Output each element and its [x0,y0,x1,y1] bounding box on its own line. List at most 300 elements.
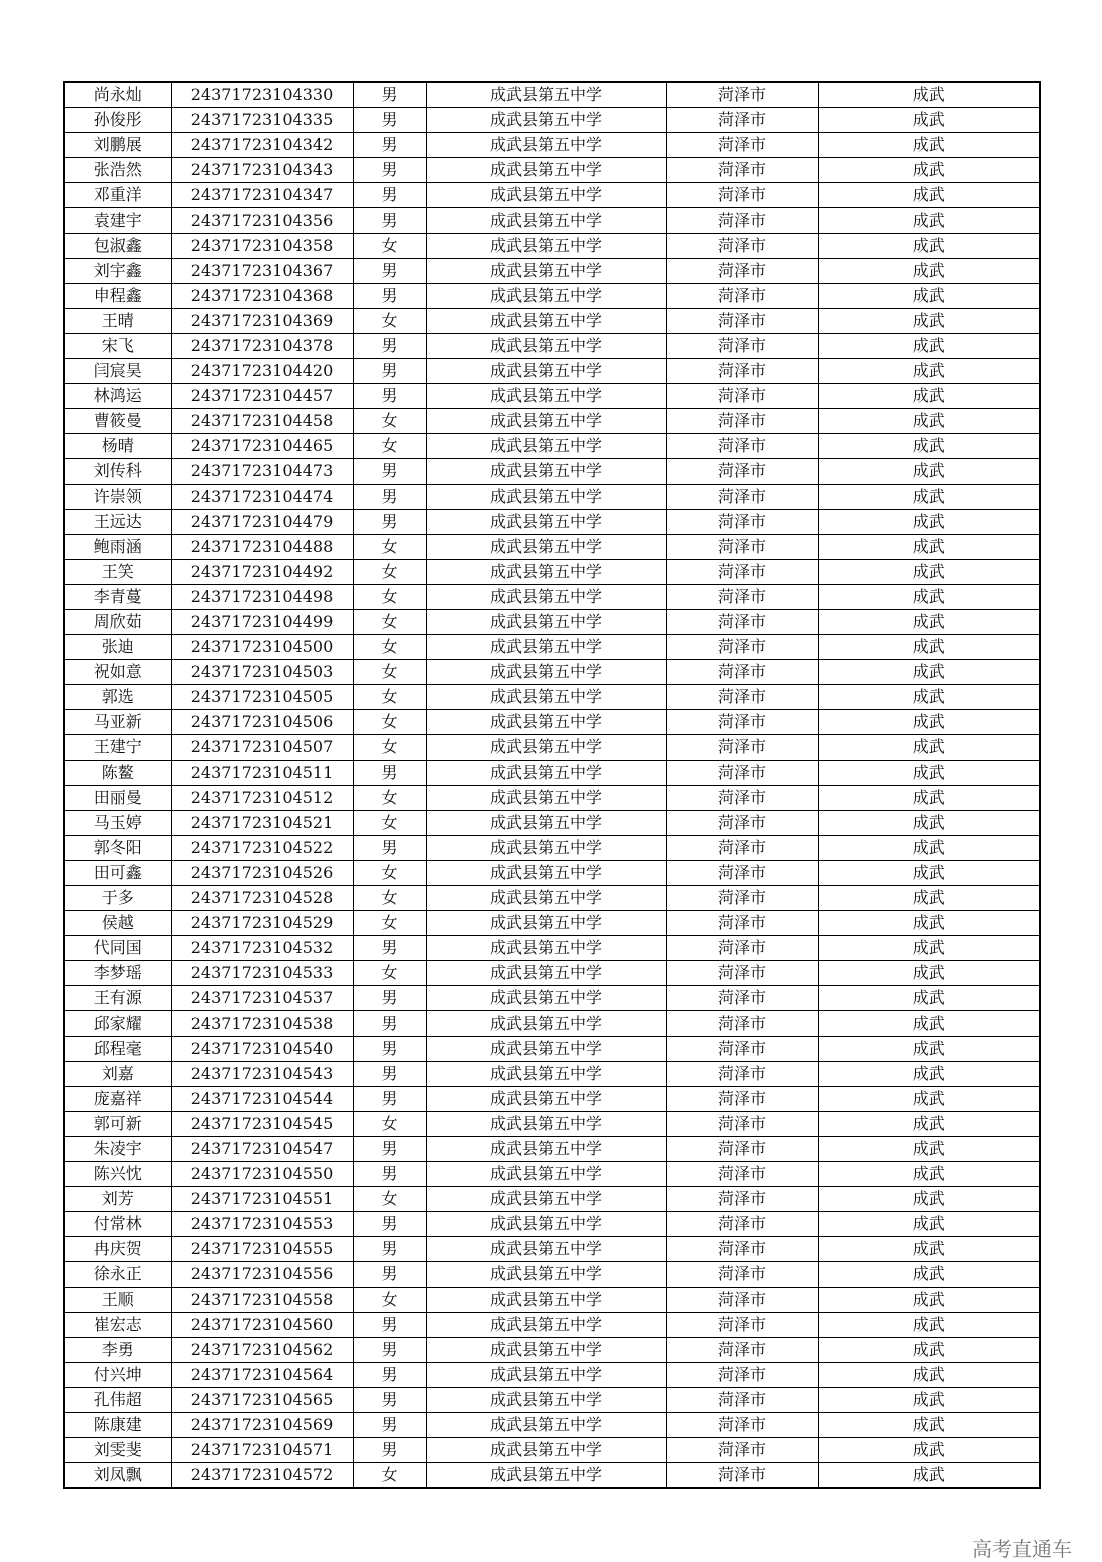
name-cell: 田可鑫 [64,860,171,885]
county-cell: 成武 [818,1337,1040,1362]
county-cell: 成武 [818,459,1040,484]
name-cell: 杨晴 [64,434,171,459]
county-cell: 成武 [818,108,1040,133]
county-cell: 成武 [818,233,1040,258]
table-row [64,735,1040,760]
school-cell: 成武县第五中学 [426,359,666,384]
city-cell: 菏泽市 [666,82,818,108]
county-cell: 成武 [818,158,1040,183]
exam-id-cell: 24371723104500 [171,635,353,660]
name-cell: 王建宁 [64,735,171,760]
name-cell: 袁建宇 [64,208,171,233]
school-cell: 成武县第五中学 [426,584,666,609]
school-cell: 成武县第五中学 [426,760,666,785]
county-cell: 成武 [818,559,1040,584]
city-cell: 菏泽市 [666,1287,818,1312]
school-cell: 成武县第五中学 [426,1463,666,1489]
gender-cell: 男 [353,108,426,133]
county-cell: 成武 [818,133,1040,158]
school-cell: 成武县第五中学 [426,936,666,961]
table-row [64,384,1040,409]
gender-cell: 男 [353,1237,426,1262]
table-row [64,133,1040,158]
city-cell: 菏泽市 [666,359,818,384]
table-row [64,82,1040,108]
exam-id-cell: 24371723104545 [171,1111,353,1136]
exam-id-cell: 24371723104572 [171,1463,353,1489]
school-cell: 成武县第五中学 [426,860,666,885]
table-row [64,534,1040,559]
gender-cell: 女 [353,660,426,685]
city-cell: 菏泽市 [666,860,818,885]
table-row [64,1312,1040,1337]
name-cell: 邓重洋 [64,183,171,208]
school-cell: 成武县第五中学 [426,409,666,434]
county-cell: 成武 [818,685,1040,710]
school-cell: 成武县第五中学 [426,1387,666,1412]
name-cell: 曹筱曼 [64,409,171,434]
name-cell: 付兴坤 [64,1362,171,1387]
county-cell: 成武 [818,1111,1040,1136]
table-row [64,1111,1040,1136]
county-cell: 成武 [818,509,1040,534]
school-cell: 成武县第五中学 [426,1262,666,1287]
table-row [64,1262,1040,1287]
city-cell: 菏泽市 [666,986,818,1011]
county-cell: 成武 [818,1262,1040,1287]
name-cell: 周欣茹 [64,609,171,634]
city-cell: 菏泽市 [666,1061,818,1086]
city-cell: 菏泽市 [666,1237,818,1262]
city-cell: 菏泽市 [666,308,818,333]
gender-cell: 男 [353,1262,426,1287]
school-cell: 成武县第五中学 [426,158,666,183]
exam-id-cell: 24371723104378 [171,333,353,358]
city-cell: 菏泽市 [666,1438,818,1463]
table-row [64,258,1040,283]
county-cell: 成武 [818,1287,1040,1312]
name-cell: 孙俊彤 [64,108,171,133]
school-cell: 成武县第五中学 [426,459,666,484]
table-row [64,409,1040,434]
city-cell: 菏泽市 [666,1036,818,1061]
name-cell: 庞嘉祥 [64,1086,171,1111]
county-cell: 成武 [818,760,1040,785]
exam-id-cell: 24371723104571 [171,1438,353,1463]
gender-cell: 男 [353,1412,426,1437]
table-row [64,609,1040,634]
name-cell: 闫宸昊 [64,359,171,384]
exam-id-cell: 24371723104538 [171,1011,353,1036]
school-cell: 成武县第五中学 [426,1086,666,1111]
exam-id-cell: 24371723104528 [171,886,353,911]
school-cell: 成武县第五中学 [426,886,666,911]
table-row [64,1212,1040,1237]
name-cell: 郭可新 [64,1111,171,1136]
school-cell: 成武县第五中学 [426,635,666,660]
county-cell: 成武 [818,1387,1040,1412]
table-row [64,1136,1040,1161]
exam-id-cell: 24371723104543 [171,1061,353,1086]
name-cell: 马亚新 [64,710,171,735]
table-row [64,1011,1040,1036]
county-cell: 成武 [818,961,1040,986]
gender-cell: 男 [353,1387,426,1412]
exam-id-cell: 24371723104511 [171,760,353,785]
gender-cell: 男 [353,1086,426,1111]
name-cell: 马玉婷 [64,810,171,835]
exam-id-cell: 24371723104507 [171,735,353,760]
table-row [64,183,1040,208]
school-cell: 成武县第五中学 [426,609,666,634]
gender-cell: 男 [353,1061,426,1086]
city-cell: 菏泽市 [666,886,818,911]
city-cell: 菏泽市 [666,760,818,785]
county-cell: 成武 [818,660,1040,685]
gender-cell: 男 [353,484,426,509]
exam-id-cell: 24371723104498 [171,584,353,609]
exam-id-cell: 24371723104560 [171,1312,353,1337]
name-cell: 申程鑫 [64,283,171,308]
school-cell: 成武县第五中学 [426,509,666,534]
county-cell: 成武 [818,1136,1040,1161]
county-cell: 成武 [818,183,1040,208]
exam-id-cell: 24371723104529 [171,911,353,936]
exam-id-cell: 24371723104537 [171,986,353,1011]
county-cell: 成武 [818,860,1040,885]
name-cell: 侯越 [64,911,171,936]
exam-id-cell: 24371723104503 [171,660,353,685]
table-row [64,1187,1040,1212]
city-cell: 菏泽市 [666,1337,818,1362]
name-cell: 郭选 [64,685,171,710]
school-cell: 成武县第五中学 [426,735,666,760]
county-cell: 成武 [818,635,1040,660]
table-row [64,760,1040,785]
school-cell: 成武县第五中学 [426,258,666,283]
county-cell: 成武 [818,584,1040,609]
exam-id-cell: 24371723104532 [171,936,353,961]
name-cell: 王笑 [64,559,171,584]
county-cell: 成武 [818,484,1040,509]
name-cell: 鲍雨涵 [64,534,171,559]
school-cell: 成武县第五中学 [426,810,666,835]
gender-cell: 女 [353,735,426,760]
city-cell: 菏泽市 [666,108,818,133]
name-cell: 邱家耀 [64,1011,171,1036]
name-cell: 包淑鑫 [64,233,171,258]
city-cell: 菏泽市 [666,635,818,660]
exam-id-cell: 24371723104342 [171,133,353,158]
city-cell: 菏泽市 [666,936,818,961]
county-cell: 成武 [818,1312,1040,1337]
name-cell: 付常林 [64,1212,171,1237]
school-cell: 成武县第五中学 [426,183,666,208]
exam-id-cell: 24371723104506 [171,710,353,735]
city-cell: 菏泽市 [666,785,818,810]
county-cell: 成武 [818,283,1040,308]
county-cell: 成武 [818,409,1040,434]
name-cell: 陈兴忱 [64,1162,171,1187]
exam-id-cell: 24371723104499 [171,609,353,634]
name-cell: 祝如意 [64,660,171,685]
city-cell: 菏泽市 [666,1262,818,1287]
table-row [64,434,1040,459]
exam-id-cell: 24371723104458 [171,409,353,434]
school-cell: 成武县第五中学 [426,333,666,358]
county-cell: 成武 [818,1036,1040,1061]
name-cell: 代同国 [64,936,171,961]
county-cell: 成武 [818,359,1040,384]
table-row [64,283,1040,308]
gender-cell: 女 [353,1111,426,1136]
school-cell: 成武县第五中学 [426,1312,666,1337]
school-cell: 成武县第五中学 [426,660,666,685]
table-row [64,509,1040,534]
county-cell: 成武 [818,1463,1040,1489]
name-cell: 宋飞 [64,333,171,358]
name-cell: 王远达 [64,509,171,534]
city-cell: 菏泽市 [666,534,818,559]
school-cell: 成武县第五中学 [426,911,666,936]
city-cell: 菏泽市 [666,810,818,835]
table-row [64,359,1040,384]
gender-cell: 女 [353,635,426,660]
city-cell: 菏泽市 [666,559,818,584]
county-cell: 成武 [818,1086,1040,1111]
gender-cell: 男 [353,158,426,183]
gender-cell: 女 [353,810,426,835]
table-row [64,208,1040,233]
city-cell: 菏泽市 [666,835,818,860]
exam-id-cell: 24371723104544 [171,1086,353,1111]
school-cell: 成武县第五中学 [426,1412,666,1437]
gender-cell: 男 [353,1136,426,1161]
table-row [64,710,1040,735]
school-cell: 成武县第五中学 [426,785,666,810]
county-cell: 成武 [818,1438,1040,1463]
city-cell: 菏泽市 [666,1162,818,1187]
school-cell: 成武县第五中学 [426,986,666,1011]
roster-body [64,82,1040,1488]
gender-cell: 男 [353,283,426,308]
name-cell: 张迪 [64,635,171,660]
city-cell: 菏泽市 [666,1187,818,1212]
gender-cell: 男 [353,333,426,358]
county-cell: 成武 [818,1237,1040,1262]
gender-cell: 男 [353,760,426,785]
school-cell: 成武县第五中学 [426,208,666,233]
table-row [64,1412,1040,1437]
table-row [64,986,1040,1011]
exam-id-cell: 24371723104547 [171,1136,353,1161]
name-cell: 李勇 [64,1337,171,1362]
exam-id-cell: 24371723104358 [171,233,353,258]
gender-cell: 女 [353,1463,426,1489]
school-cell: 成武县第五中学 [426,283,666,308]
school-cell: 成武县第五中学 [426,1111,666,1136]
gender-cell: 女 [353,609,426,634]
exam-id-cell: 24371723104526 [171,860,353,885]
gender-cell: 男 [353,835,426,860]
exam-id-cell: 24371723104512 [171,785,353,810]
name-cell: 郭冬阳 [64,835,171,860]
gender-cell: 女 [353,434,426,459]
table-row [64,635,1040,660]
table-row [64,961,1040,986]
exam-id-cell: 24371723104556 [171,1262,353,1287]
gender-cell: 女 [353,785,426,810]
table-row [64,1362,1040,1387]
school-cell: 成武县第五中学 [426,1287,666,1312]
county-cell: 成武 [818,710,1040,735]
name-cell: 刘芳 [64,1187,171,1212]
city-cell: 菏泽市 [666,710,818,735]
name-cell: 王晴 [64,308,171,333]
city-cell: 菏泽市 [666,484,818,509]
gender-cell: 男 [353,1036,426,1061]
gender-cell: 女 [353,911,426,936]
county-cell: 成武 [818,1162,1040,1187]
gender-cell: 男 [353,1438,426,1463]
city-cell: 菏泽市 [666,509,818,534]
school-cell: 成武县第五中学 [426,961,666,986]
gender-cell: 男 [353,384,426,409]
school-cell: 成武县第五中学 [426,1036,666,1061]
school-cell: 成武县第五中学 [426,1061,666,1086]
school-cell: 成武县第五中学 [426,1212,666,1237]
name-cell: 陈鳌 [64,760,171,785]
school-cell: 成武县第五中学 [426,1362,666,1387]
gender-cell: 男 [353,359,426,384]
exam-id-cell: 24371723104330 [171,82,353,108]
county-cell: 成武 [818,911,1040,936]
name-cell: 林鸿运 [64,384,171,409]
exam-id-cell: 24371723104465 [171,434,353,459]
table-row [64,1162,1040,1187]
table-row [64,1237,1040,1262]
city-cell: 菏泽市 [666,333,818,358]
city-cell: 菏泽市 [666,1412,818,1437]
gender-cell: 男 [353,936,426,961]
student-roster-table [63,81,1041,1489]
exam-id-cell: 24371723104551 [171,1187,353,1212]
city-cell: 菏泽市 [666,685,818,710]
name-cell: 刘传科 [64,459,171,484]
gender-cell: 女 [353,584,426,609]
table-row [64,1438,1040,1463]
table-row [64,1387,1040,1412]
city-cell: 菏泽市 [666,961,818,986]
name-cell: 刘凤飘 [64,1463,171,1489]
city-cell: 菏泽市 [666,283,818,308]
gender-cell: 女 [353,559,426,584]
exam-id-cell: 24371723104356 [171,208,353,233]
exam-id-cell: 24371723104569 [171,1412,353,1437]
name-cell: 邱程毫 [64,1036,171,1061]
city-cell: 菏泽市 [666,459,818,484]
table-row [64,860,1040,885]
table-row [64,233,1040,258]
name-cell: 冉庆贺 [64,1237,171,1262]
watermark-text: 高考直通车 [972,1537,1072,1561]
gender-cell: 男 [353,1312,426,1337]
city-cell: 菏泽市 [666,1312,818,1337]
exam-id-cell: 24371723104492 [171,559,353,584]
gender-cell: 女 [353,1287,426,1312]
gender-cell: 女 [353,1187,426,1212]
county-cell: 成武 [818,1187,1040,1212]
county-cell: 成武 [818,308,1040,333]
school-cell: 成武县第五中学 [426,1187,666,1212]
school-cell: 成武县第五中学 [426,1136,666,1161]
city-cell: 菏泽市 [666,258,818,283]
exam-id-cell: 24371723104335 [171,108,353,133]
table-row [64,936,1040,961]
city-cell: 菏泽市 [666,1463,818,1489]
county-cell: 成武 [818,886,1040,911]
county-cell: 成武 [818,434,1040,459]
name-cell: 刘鹏展 [64,133,171,158]
gender-cell: 女 [353,233,426,258]
gender-cell: 男 [353,1337,426,1362]
gender-cell: 女 [353,710,426,735]
gender-cell: 女 [353,886,426,911]
gender-cell: 女 [353,308,426,333]
city-cell: 菏泽市 [666,1362,818,1387]
gender-cell: 女 [353,685,426,710]
gender-cell: 男 [353,133,426,158]
exam-id-cell: 24371723104555 [171,1237,353,1262]
school-cell: 成武县第五中学 [426,233,666,258]
table-row [64,685,1040,710]
name-cell: 崔宏志 [64,1312,171,1337]
city-cell: 菏泽市 [666,183,818,208]
exam-id-cell: 24371723104473 [171,459,353,484]
county-cell: 成武 [818,82,1040,108]
gender-cell: 男 [353,1362,426,1387]
school-cell: 成武县第五中学 [426,1438,666,1463]
gender-cell: 女 [353,961,426,986]
name-cell: 王有源 [64,986,171,1011]
table-row [64,1061,1040,1086]
name-cell: 孔伟超 [64,1387,171,1412]
city-cell: 菏泽市 [666,1212,818,1237]
city-cell: 菏泽市 [666,584,818,609]
county-cell: 成武 [818,1011,1040,1036]
city-cell: 菏泽市 [666,1086,818,1111]
gender-cell: 男 [353,459,426,484]
name-cell: 李青蔓 [64,584,171,609]
exam-id-cell: 24371723104522 [171,835,353,860]
county-cell: 成武 [818,810,1040,835]
county-cell: 成武 [818,1412,1040,1437]
name-cell: 李梦瑶 [64,961,171,986]
exam-id-cell: 24371723104521 [171,810,353,835]
gender-cell: 男 [353,183,426,208]
table-row [64,1287,1040,1312]
table-row [64,1086,1040,1111]
table-row [64,559,1040,584]
county-cell: 成武 [818,258,1040,283]
table-row [64,810,1040,835]
exam-id-cell: 24371723104558 [171,1287,353,1312]
county-cell: 成武 [818,609,1040,634]
city-cell: 菏泽市 [666,1011,818,1036]
exam-id-cell: 24371723104553 [171,1212,353,1237]
city-cell: 菏泽市 [666,1387,818,1412]
table-row [64,459,1040,484]
